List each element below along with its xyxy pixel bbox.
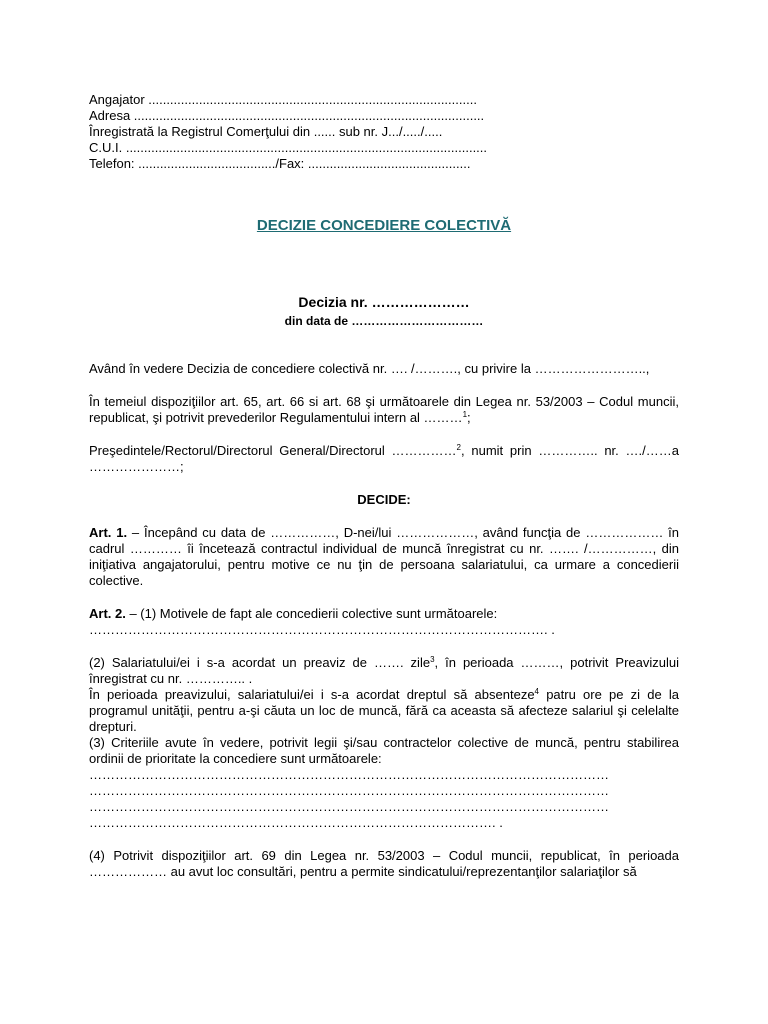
footnote-ref-2: 2 (456, 443, 461, 452)
article-1-text: – Începând cu data de ……………, D-nei/lui ………………, având funcţia de ……………… în cadrul ………… îi încetează contractul individual de muncă înregistrat cu nr. ……. /……………, din iniţiativa angajatorului, pentru motive ce nu ţin de persoana salariatului, ca urmare a concedierii colective. (89, 525, 679, 588)
article-2-dots: ……………………………………………………………………………………………. . (89, 622, 555, 637)
criteria-dots-1: ………………………………………………………………………………………………………… (89, 767, 609, 782)
article-2-text: – (1) Motivele de fapt ale concedierii colective sunt următoarele: (125, 606, 498, 621)
footnote-ref-3: 3 (430, 655, 435, 664)
paragraph-considering: Având în vedere Decizia de concediere colectivă nr. …. /………., cu privire la …………………….., (89, 361, 650, 376)
registry-line: Înregistrată la Registrul Comerţului din ...... sub nr. J.../...../..... (89, 124, 443, 139)
notice-text-b: , în perioada ………, potrivit Preavizului înregistrat cu nr. ………….. . (89, 655, 679, 686)
employer-header (89, 92, 529, 172)
paragraph-president (89, 443, 679, 475)
decision-number: Decizia nr. ………………… (298, 294, 470, 310)
section-2-notice (89, 655, 679, 687)
criteria-dots-2: ………………………………………………………………………………………………………… (89, 783, 609, 798)
section-4-consultations: (4) Potrivit dispoziţiilor art. 69 din Legea nr. 53/2003 – Codul muncii, republicat, în perioada ……………… au avut loc consultări, pentru a permite sindicatului/reprezentanţilor salariaţilor să (89, 848, 679, 879)
article-1-label: Art. 1. (89, 525, 128, 540)
legal-basis-text: În temeiul dispoziţiilor art. 65, art. 66 si art. 68 şi următoarele din Legea nr. 53/2003 – Codul muncii, republicat, şi potrivit prevederilor Regulamentului intern al ……… (89, 394, 679, 425)
absence-text-a: În perioada preavizului, salariatului/ei i s-a acordat dreptul să absenteze (89, 687, 535, 702)
phone-fax-line: Telefon: ....................................../Fax: ............................................. (89, 156, 471, 171)
document-title: DECIZIE CONCEDIERE COLECTIVĂ (256, 217, 512, 234)
address-line: Adresa ................................................................................................. (89, 108, 485, 123)
decision-date: din data de …………………………… (284, 314, 484, 328)
paragraph-legal-basis (89, 394, 679, 426)
notice-text-a: (2) Salariatului/ei i s-a acordat un preaviz de ……. zile (89, 655, 431, 670)
employer-line: Angajator ........................................................................................... (89, 92, 477, 107)
absence-text-b: patru ore pe zi de la programul unităţii, pentru a-şi căuta un loc de muncă, fără ca aceasta să afecteze salariul şi celelalte drepturi. (89, 687, 679, 734)
section-3-criteria: (3) Criteriile avute în vedere, potrivit legii şi/sau contractelor colective de muncă, pentru stabilirea ordinii de prioritate la concediere sunt următoarele: (89, 735, 679, 766)
criteria-dots-3: ………………………………………………………………………………………………………… (89, 799, 609, 814)
footnote-ref-1: 1 (462, 410, 468, 419)
president-text: Preşedintele/Rectorul/Directorul General/Directorul …………… (89, 443, 457, 458)
document-body (89, 361, 679, 880)
legal-basis-end: ; (467, 410, 471, 425)
president-end: , numit prin ………….. nr. …./……a …………………; (89, 443, 679, 474)
decide-heading: DECIDE: (357, 492, 411, 507)
section-2-absence (89, 687, 679, 735)
article-1 (89, 525, 679, 589)
footnote-ref-4: 4 (534, 687, 539, 696)
criteria-dots-4: …………………………………………………………………………………. . (89, 815, 503, 830)
article-2-label: Art. 2. (89, 606, 126, 621)
article-2 (89, 606, 679, 622)
cui-line: C.U.I. .................................................................................................... (89, 140, 488, 155)
